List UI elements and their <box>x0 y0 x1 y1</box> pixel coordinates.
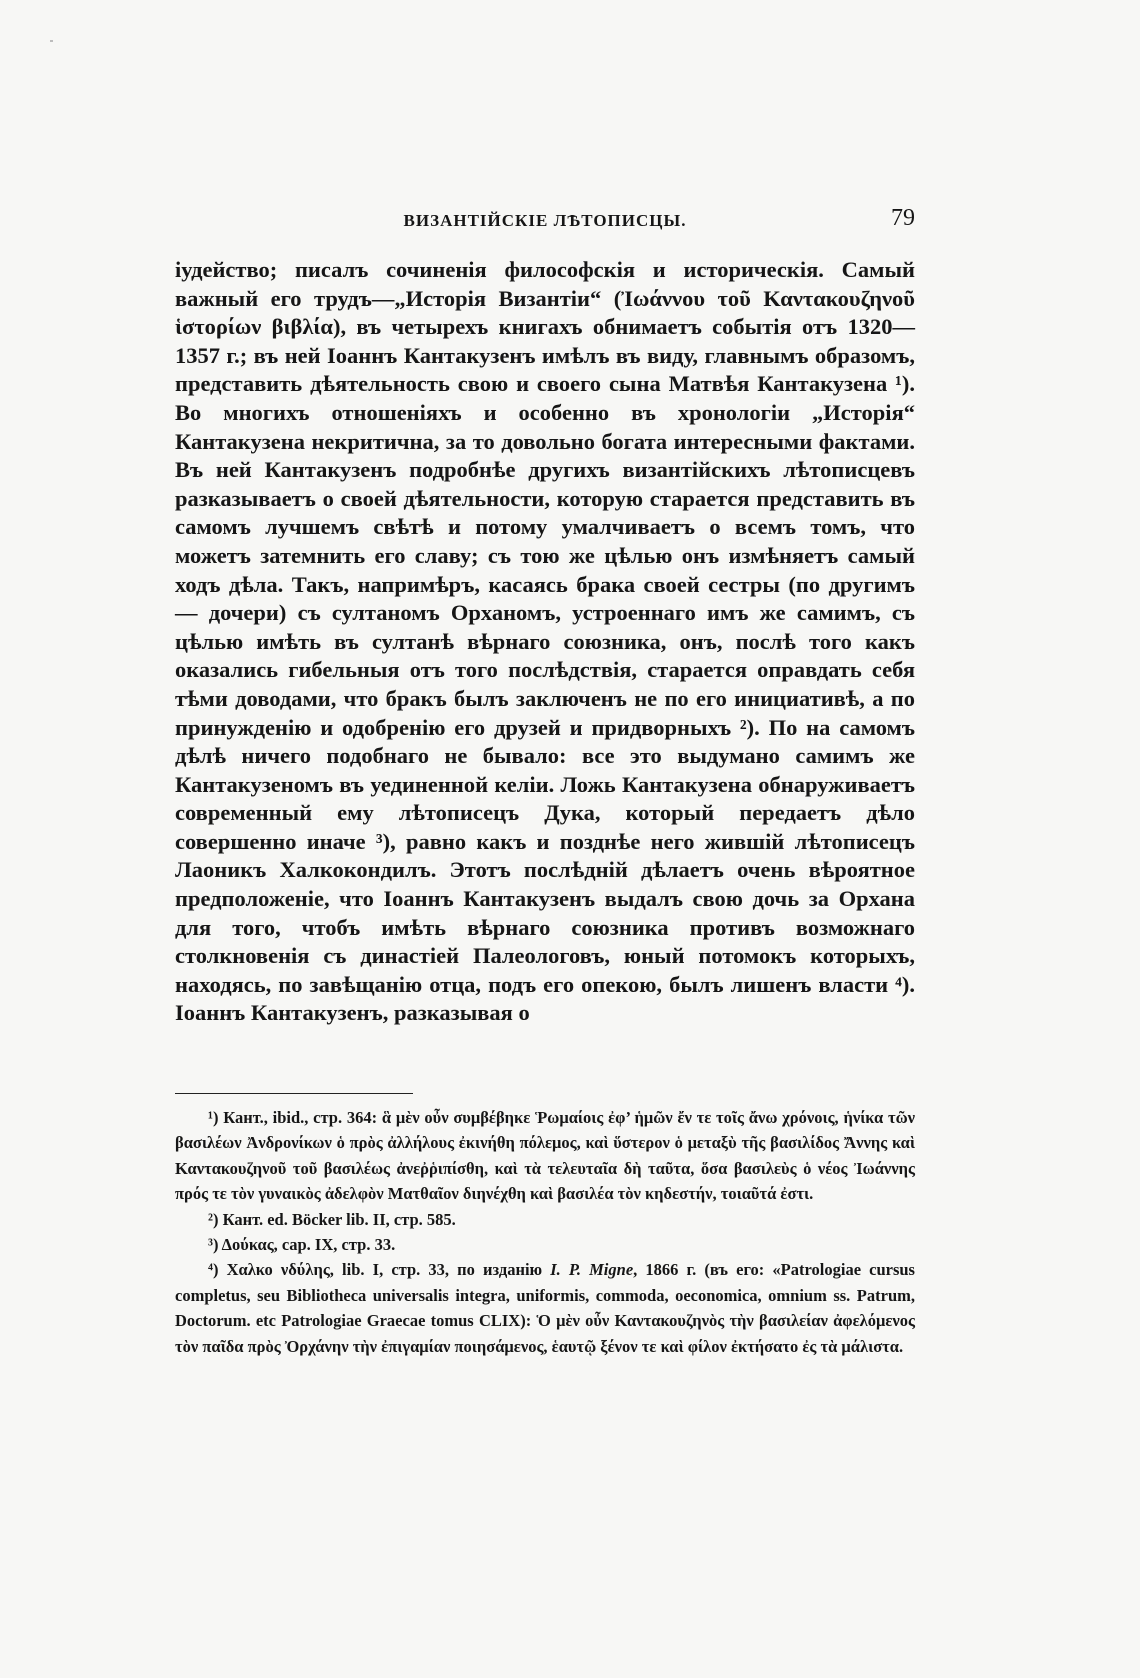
footnote-4 <box>175 1257 915 1359</box>
footnote-text-after: , 1866 г. (въ его: «Patrologiae cursus completus, seu Bibliotheca universalis integra, uniformis, commoda, oeconomica, omnium ss. Patrum, Doctorum. etc Patrologiae Graecae tomus CLIX): Ὁ μὲν οὖν Καντακουζηνὸς τὴν βασιλείαν ἀφελόμενος τὸν παῖδα πρὸς Ὀρχάνην τὴν ἐπιγαμίαν ποιησάμενος, ἑαυτῷ ξένον τε καὶ φίλον ἐκτήσατο ἐς τὰ μάλιστα. <box>175 1260 915 1356</box>
running-head-title: ВИЗАНТІЙСКІЕ ЛѢТОПИСЦЫ. <box>403 211 687 230</box>
footnotes <box>175 1105 915 1359</box>
footnote-text: Кант., ibid., стр. 364: ἃ μὲν οὖν συμβέβηκε Ῥωμαίοις ἐφ’ ἡμῶν ἔν τε τοῖς ἄνω χρόνοις, ἡνίκα τῶν βασιλέων Ἀνδρονίκων ὁ πρὸς ἀλλήλους ἐκινήθη πόλεμος, καὶ ὕστερον ὁ μεταξὺ τῆς βασιλίδος Ἄννης καὶ Καντακουζηνοῦ τοῦ βασιλέως ἀνεῤῥιπίσθη, καὶ τὰ τελευταῖα δὴ ταῦτα, ὅσα βασιλεὺς ὁ νέος Ἰωάννης πρός τε τὸν γυναικὸς ἀδελφὸν Ματθαῖον διηνέχθη καὶ βασιλέα τὸν κηδεστήν, τοιαῦτά ἐστι. <box>175 1108 916 1204</box>
footnote-2 <box>175 1207 915 1232</box>
footnote-divider <box>175 1093 413 1094</box>
footnote-marker: ¹) <box>208 1108 219 1127</box>
body-paragraph: іудейство; писалъ сочиненія философскія и историческія. Самый важный его трудъ—„Исторія Византіи“ (Ἰωάννου τοῦ Καντακουζηνοῦ ἱστορίων βιβλία), въ четырехъ книгахъ обнимаетъ событія отъ 1320—1357 г.; въ ней Іоаннъ Кантакузенъ имѣлъ въ виду, главнымъ образомъ, представить дѣятельность свою и своего сына Матвѣя Кантакузена ¹). Во многихъ отношеніяхъ и особенно въ хронологіи „Исторія“ Кантакузена некритична, за то довольно богата интересными фактами. Въ ней Кантакузенъ подробнѣе другихъ византійскихъ лѣтописцевъ разказываетъ о своей дѣятельности, которую старается представить въ самомъ лучшемъ свѣтѣ и потому умалчиваетъ о всемъ томъ, что можетъ затемнить его славу; съ тою же цѣлью онъ измѣняетъ самый ходъ дѣла. Такъ, напримѣръ, касаясь брака своей сестры (по другимъ — дочери) съ султаномъ Орханомъ, устроеннаго имъ же самимъ, съ цѣлью имѣть въ султанѣ вѣрнаго союзника, онъ, послѣ того какъ оказались гибельныя отъ того послѣдствія, старается оправдать себя тѣми доводами, что бракъ былъ заключенъ не по его инициативѣ, а по принужденію и одобренію его друзей и придворныхъ ²). По на самомъ дѣлѣ ничего подобнаго не бывало: все это выдумано самимъ же Кантакузеномъ въ уединенной келіи. Ложь Кантакузена обнаруживаетъ современный ему лѣтописецъ Дука, который передаетъ дѣло совершенно иначе ³), равно какъ и позднѣе него жившій лѣтописецъ Лаоникъ Халкокондилъ. Этотъ послѣдній дѣлаетъ очень вѣроятное предположеніе, что Іоаннъ Кантакузенъ выдалъ свою дочь за Орхана для того, чтобъ имѣть вѣрнаго союзника противъ возможнаго столкновенія съ династіей Палеологовъ, юный потомокъ которыхъ, находясь, по завѣщанію отца, подъ его опекою, былъ лишенъ власти ⁴). Іоаннъ Кантакузенъ, разказывая о <box>175 257 915 1026</box>
footnote-text-before: Χαλκο νδύλης, lib. I, стр. 33, по изданію <box>226 1260 543 1280</box>
body-text <box>175 256 915 1028</box>
footnote-marker: ³) <box>208 1235 219 1255</box>
footnote-text: Δούκας, cap. IX, стр. 33. <box>221 1235 396 1255</box>
footnote-marker: ²) <box>208 1209 219 1229</box>
footnote-italic-name: I. P. Migne <box>550 1260 634 1280</box>
footnote-text: Кант. ed. Böcker lib. II, стр. 585. <box>222 1209 456 1229</box>
page-number: 79 <box>891 205 915 231</box>
scan-speck <box>50 40 53 42</box>
footnote-3 <box>175 1232 915 1257</box>
footnote-marker: ⁴) <box>208 1260 219 1280</box>
running-head <box>175 205 915 245</box>
footnote-1 <box>175 1105 915 1207</box>
